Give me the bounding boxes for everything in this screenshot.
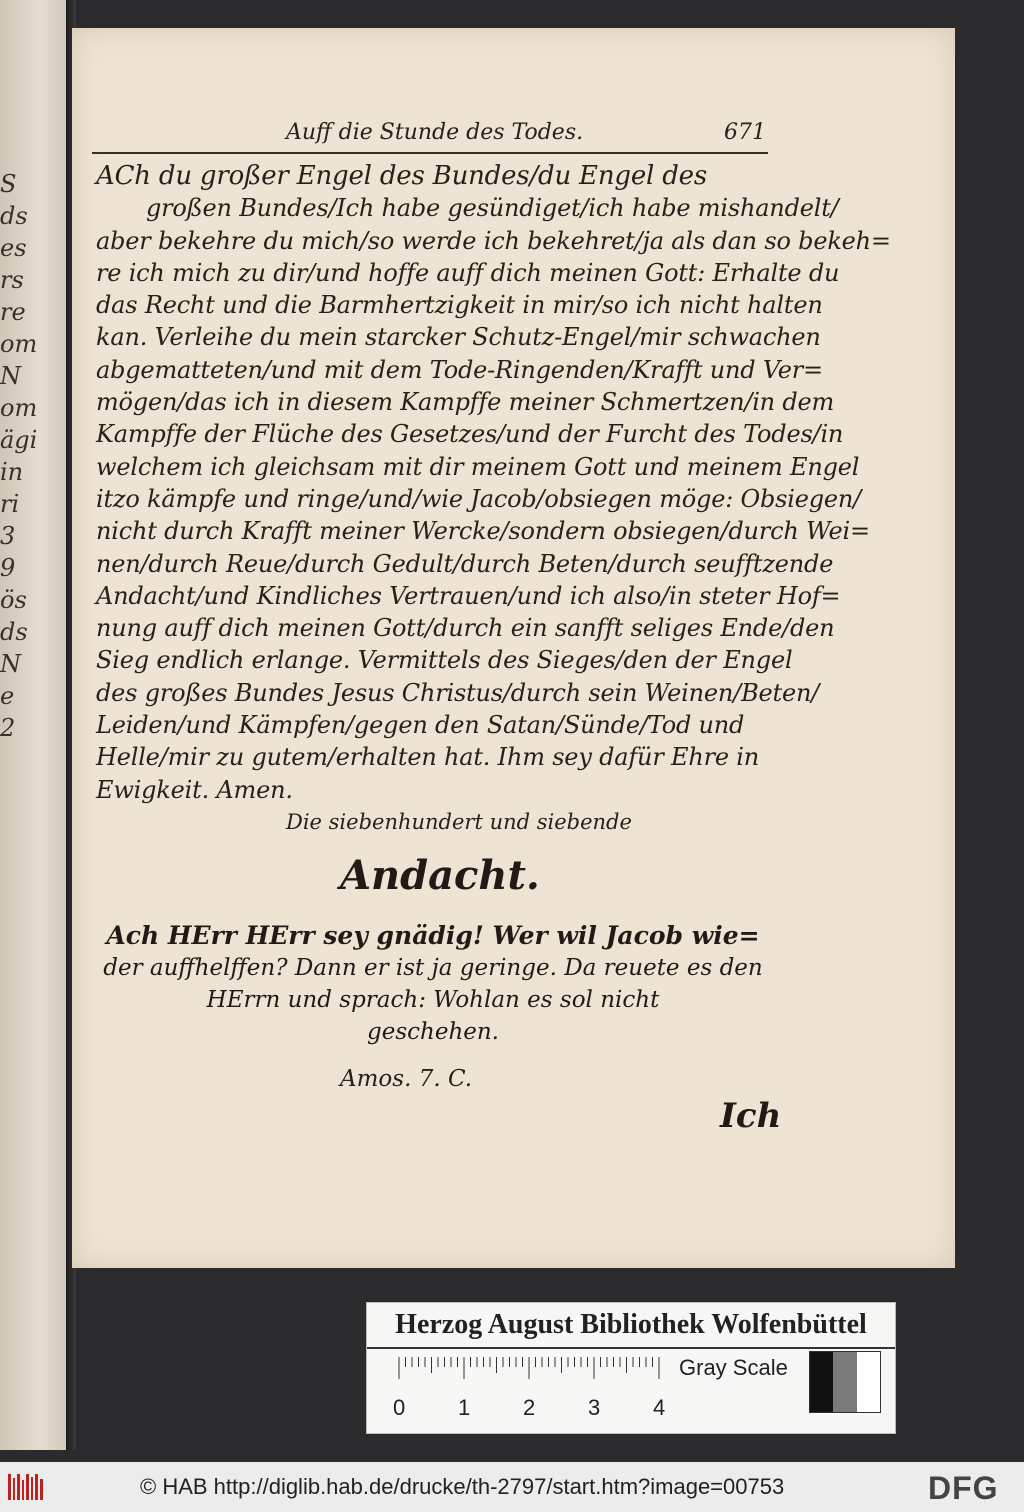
verse-line: der auffhelffen? Dann er ist ja geringe. Da reuete es den: [103, 955, 763, 981]
gray-scale-swatches: [809, 1351, 881, 1413]
footer-url-text[interactable]: © HAB http://diglib.hab.de/drucke/th-2797/start.htm?image=00753: [140, 1474, 785, 1499]
body-line: abgematteten/und mit dem Tode-Ringenden/Krafft und Ver=: [96, 355, 823, 384]
body-line: aber bekehre du mich/so werde ich bekehret/ja als dan so bekeh=: [96, 226, 891, 255]
body-line: das Recht und die Barmhertzigkeit in mir/so ich nicht halten: [96, 291, 823, 320]
verse-line: HErrn und sprach: Wohlan es sol nicht: [206, 987, 660, 1013]
left-page-edge: [0, 0, 66, 1450]
body-line: itzo kämpfe und ringe/und/wie Jacob/obsiegen möge: Obsiegen/: [96, 484, 862, 513]
gray-swatch: [857, 1352, 880, 1412]
color-scale-card: [366, 1302, 896, 1434]
left-page-fragment: es: [0, 234, 27, 262]
gray-swatch: [833, 1352, 856, 1412]
footer-bar: [0, 1462, 1024, 1512]
verse-line: Ach HErr HErr sey gnädig! Wer wil Jacob wie=: [106, 921, 760, 950]
body-line: des großes Bundes Jesus Christus/durch sein Weinen/Beten/: [96, 678, 820, 707]
left-page-fragment: ds: [0, 202, 28, 230]
ruler: [393, 1355, 666, 1435]
body-line: Andacht/und Kindliches Vertrauen/und ich also/in steter Hof=: [96, 581, 841, 610]
hab-barcode-icon: [8, 1474, 44, 1500]
header-rule: [92, 152, 768, 154]
body-line: Leiden/und Kämpfen/gegen den Satan/Sünde/Tod und: [96, 711, 745, 740]
left-page-fragment: 3: [0, 522, 16, 550]
left-page-fragment: om: [0, 394, 38, 422]
left-page-fragment: rs: [0, 266, 24, 294]
page-number: 671: [724, 120, 766, 145]
gray-scale-label: Gray Scale: [679, 1355, 788, 1380]
left-page-fragment: ös: [0, 586, 27, 614]
ruler-number: 4: [653, 1395, 666, 1420]
body-text: [96, 160, 891, 806]
left-page-fragment: re: [0, 298, 26, 326]
verse-line: geschehen.: [367, 1019, 499, 1045]
ruler-number: 1: [458, 1395, 471, 1420]
left-page-fragment: ägi: [0, 426, 38, 454]
left-page-fragment: N: [0, 650, 21, 678]
body-line: nen/durch Reue/durch Gedult/durch Beten/durch seufftzende: [96, 549, 834, 578]
card-divider: [367, 1347, 895, 1349]
body-line: Sieg endlich erlange. Vermittels des Sieges/den der Engel: [96, 646, 793, 675]
section-title: Andacht.: [340, 852, 540, 899]
gray-swatch: [810, 1352, 833, 1412]
catchword: Ich: [720, 1096, 782, 1136]
left-page-fragment: e: [0, 682, 15, 710]
ruler-number: 3: [588, 1395, 601, 1420]
body-line: ACh du großer Engel des Bundes/du Engel des: [96, 161, 707, 191]
body-line: großen Bundes/Ich habe gesündiget/ich habe mishandelt/: [146, 194, 839, 223]
ruler-number: 2: [523, 1395, 536, 1420]
left-page-fragment: S: [0, 170, 17, 198]
dfg-logo: DFG: [928, 1470, 999, 1506]
body-line: re ich mich zu dir/und hoffe auff dich meinen Gott: Erhalte du: [96, 258, 840, 287]
body-line: Kampffe der Flüche des Gesetzes/und der Furcht des Todes/in: [96, 420, 844, 449]
left-page-fragment: ri: [0, 490, 20, 518]
left-page-fragment: 2: [0, 714, 16, 742]
running-head: [286, 120, 766, 150]
left-page-fragment: ds: [0, 618, 28, 646]
body-line: Ewigkeit. Amen.: [96, 775, 293, 804]
body-line: mögen/das ich in diesem Kampffe meiner Schmertzen/in dem: [96, 388, 835, 417]
left-page-fragment: in: [0, 458, 24, 486]
body-line: nicht durch Krafft meiner Wercke/sondern obsiegen/durch Wei=: [96, 517, 870, 546]
left-page-fragment: om: [0, 330, 38, 358]
scripture-verse: [96, 920, 770, 1048]
body-line: nung auff dich meinen Gott/durch ein sanfft seliges Ende/den: [96, 614, 835, 643]
library-name: Herzog August Bibliothek Wolfenbüttel: [395, 1309, 867, 1340]
body-line: kan. Verleihe du mein starcker Schutz-Engel/mir schwachen: [96, 323, 821, 352]
running-title: Auff die Stunde des Todes.: [286, 120, 584, 145]
scripture-reference: Amos. 7. C.: [340, 1066, 473, 1092]
body-line: welchem ich gleichsam mit dir meinem Gott und meinem Engel: [96, 452, 860, 481]
section-label: Die siebenhundert und siebende: [286, 810, 632, 834]
ruler-number: 0: [393, 1395, 406, 1420]
body-line: Helle/mir zu gutem/erhalten hat. Ihm sey dafür Ehre in: [96, 743, 760, 772]
left-page-fragment: 9: [0, 554, 16, 582]
left-page-fragment: N: [0, 362, 21, 390]
